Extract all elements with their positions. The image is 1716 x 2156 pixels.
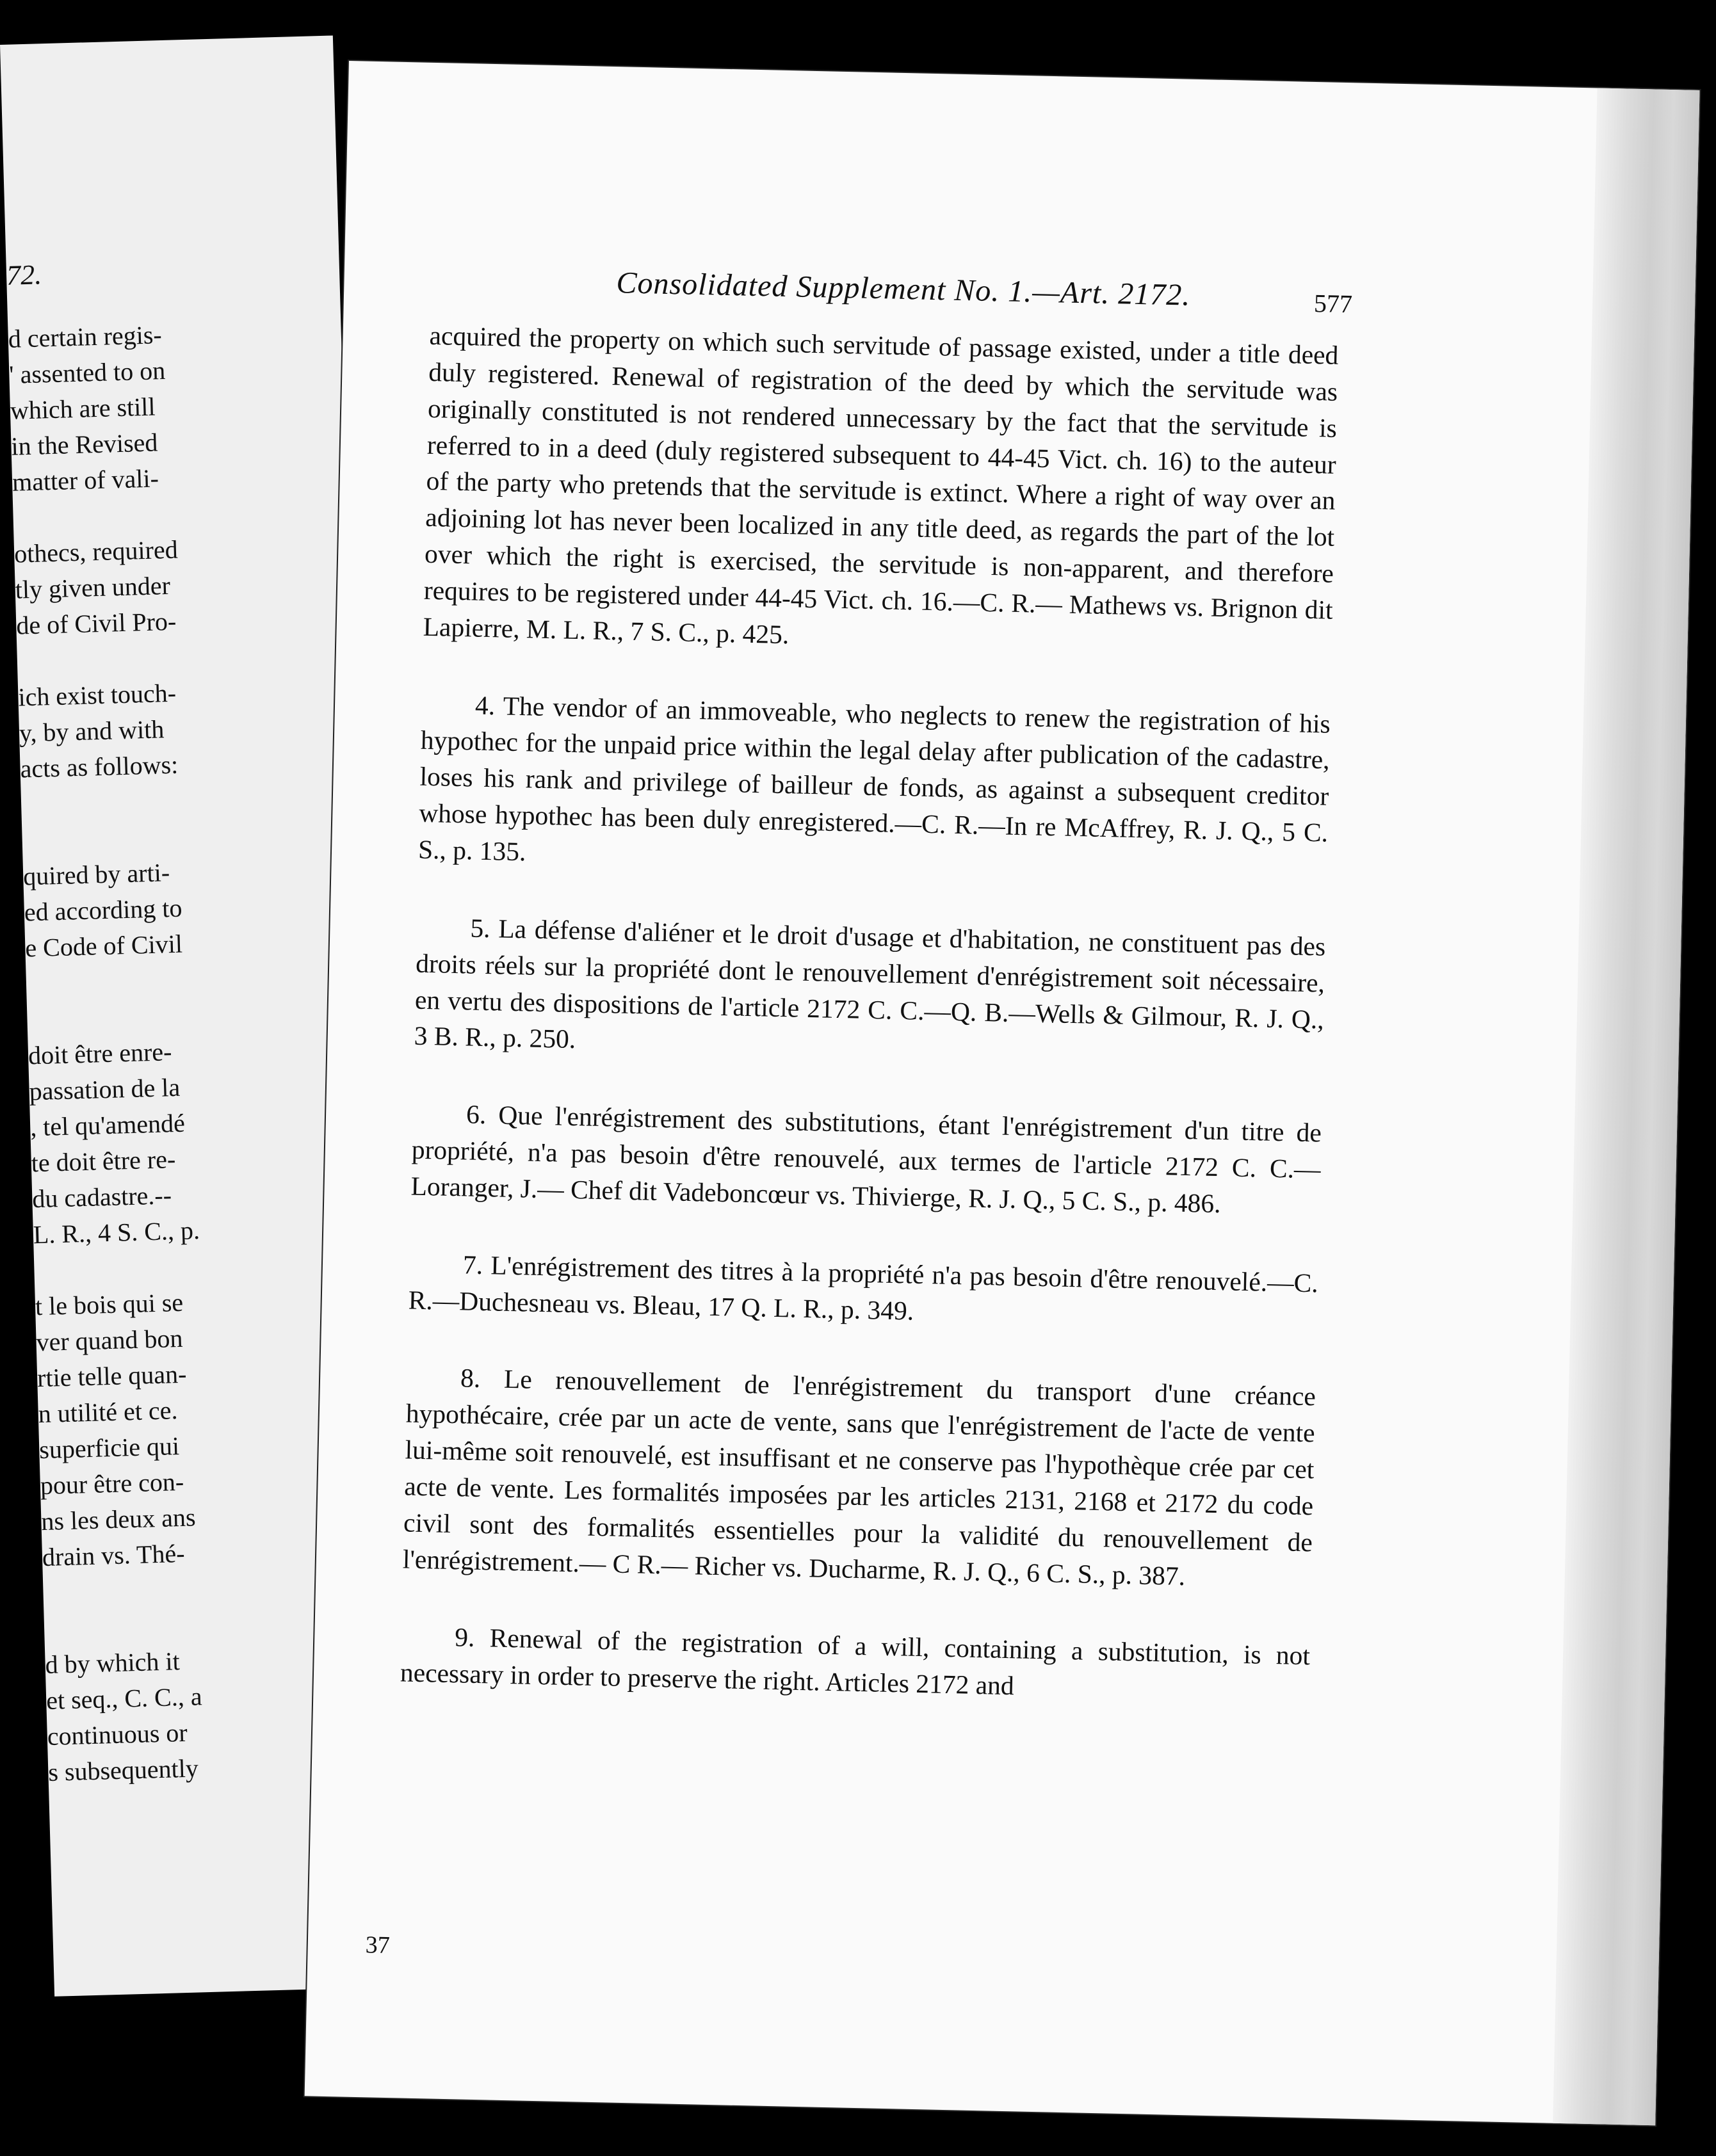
paragraph-item-4: 4. The vendor of an immoveable, who neglects to renew the registration of his hypothec for the unpaid price within the legal delay after publication of the cadastre, loses his rank and privilege of bailleur de fonds, as against a subsequent creditor whose hypothec has been duly enregistered.—C. R.—In re McAffrey, R. J. Q., 5 C. S., p. 135. — [417, 690, 1331, 867]
left-page-line: rtie telle quan- — [36, 1359, 187, 1393]
left-page-line: de of Civil Pro- — [15, 606, 177, 640]
left-page-line: othecs, required — [13, 535, 179, 568]
left-page-line: ed according to — [24, 893, 182, 927]
paragraph-item-5: 5. La défense d'aliéner et le droit d'usage et d'habitation, ne constituent pas des droits réels sur la propriété dont le renouvellement d'enrégistrement soit nécessaire, en vertu des dispositions de l'article 2172 C. C.—Q. B.—Wells & Gilmour, R. J. Q., 3 B. R., p. 250. — [414, 913, 1326, 1054]
left-page-line — [21, 783, 354, 792]
left-page-line: drain vs. Thé- — [42, 1538, 186, 1572]
left-page-line: matter of vali- — [12, 463, 159, 497]
paragraph-item-6: 6. Que l'enrégistrement des substitutions, étant l'enrégistrement d'un titre de propriété, n'a pas besoin d'être renouvelé, aux termes de l'article 2172 C. C.— Loranger, J.— Chef dit Vadeboncœur vs. Thivierge, R. J. Q., 5 C. S., p. 486. — [410, 1099, 1322, 1218]
left-page-line: doit être enre- — [28, 1037, 172, 1070]
left-page-line: tly given under — [15, 570, 171, 604]
left-page-line: L. R., 4 S. C., p. — [33, 1216, 200, 1250]
left-page-line — [17, 640, 350, 649]
left-page-line: d certain regis- — [8, 320, 163, 353]
left-page-line: superficie qui — [38, 1431, 180, 1465]
left-page-line: n utilité et ce. — [38, 1396, 178, 1429]
left-page-line: d by which it — [45, 1646, 181, 1680]
paragraph-item-8: 8. Le renouvellement de l'enrégistrement du transport d'une créance hypothécaire, crée par un acte de vente, sans que l'enrégistrement de l'acte de vente lui-même soit renouvelé, est insuffisant et ne conserve pas l'hypothèque crée par cet acte de vente. Les formalités imposées par les articles 2131, 2168 et 2172 du code civil sont des formalités essentielles pour la validité du renouvellement de l'enrégistrement.— C R.— Richer vs. Ducharme, R. J. Q., 6 C. S., p. 387. — [402, 1363, 1316, 1591]
left-page-line: ich exist touch- — [17, 678, 177, 712]
paragraph-item-7: 7. L'enrégistrement des titres à la propriété n'a pas besoin d'être renouvelé.—C. R.—Duchesneau vs. Bleau, 17 Q. L. R., p. 349. — [408, 1250, 1319, 1326]
page-number: 577 — [1313, 288, 1353, 319]
left-page-line: te doit être re- — [31, 1145, 176, 1178]
left-page-line: e Code of Civil — [24, 929, 183, 963]
left-page-line — [13, 496, 346, 506]
running-title: Consolidated Supplement No. 1.—Art. 2172. — [615, 266, 1191, 312]
left-page-line: , tel qu'amendé — [29, 1108, 186, 1142]
left-page-line — [26, 962, 359, 972]
left-page-line: y, by and with — [19, 714, 165, 748]
left-page-line: t le bois qui se — [35, 1287, 184, 1321]
left-page-line — [22, 819, 355, 828]
page-edge — [1553, 88, 1699, 2126]
signature-mark: 37 — [365, 1931, 391, 1959]
left-page-line: du cadastre.-- — [31, 1180, 172, 1214]
left-page-line — [34, 1249, 367, 1259]
left-page-line — [27, 998, 360, 1008]
paragraph-item-9: 9. Renewal of the registration of a will, containing a substitution, is not necessary in order to preserve the right. Articles 2172 and — [400, 1622, 1311, 1701]
left-page-line: passation de la — [29, 1072, 181, 1106]
left-page-header: 72. — [6, 259, 42, 291]
running-head — [430, 261, 1353, 326]
right-page — [305, 61, 1700, 2125]
left-page-line: et seq., C. C., a — [45, 1682, 203, 1715]
left-page-line: continuous or — [47, 1718, 188, 1751]
left-page-line: acts as follows: — [19, 750, 179, 784]
left-page-line: s subsequently — [47, 1753, 199, 1787]
paragraph-continuation: acquired the property on which such servitude of passage existed, under a title deed duly registered. Renewal of registration of the deed by which the servitude was originally constituted is not rendered unnecessary by the fact that the servitude is referred to in a deed (duly registered subsequent to 44-45 Vict. ch. 16) to the auteur of the party who pretends that the servitude is extinct. Where a right of way over an adjoining lot has never been localized in any title deed, as regards the part of the lot over which the right is exercised, the servitude is non-apparent, and therefore requires to be registered under 44-45 Vict. ch. 16.—C. R.— Mathews vs. Brignon dit Lapierre, M. L. R., 7 S. C., p. 425. — [423, 320, 1339, 649]
left-page-line: pour être con- — [40, 1467, 184, 1500]
left-page-line: ns les deux ans — [40, 1502, 197, 1536]
left-page-line: ver quand bon — [35, 1323, 183, 1357]
left-page-line: ' assented to on — [8, 355, 166, 389]
left-page-line: which are still — [10, 392, 156, 425]
text-block — [400, 261, 1353, 1711]
left-page-line: quired by arti- — [22, 858, 170, 891]
left-page-line: in the Revised — [10, 428, 158, 461]
